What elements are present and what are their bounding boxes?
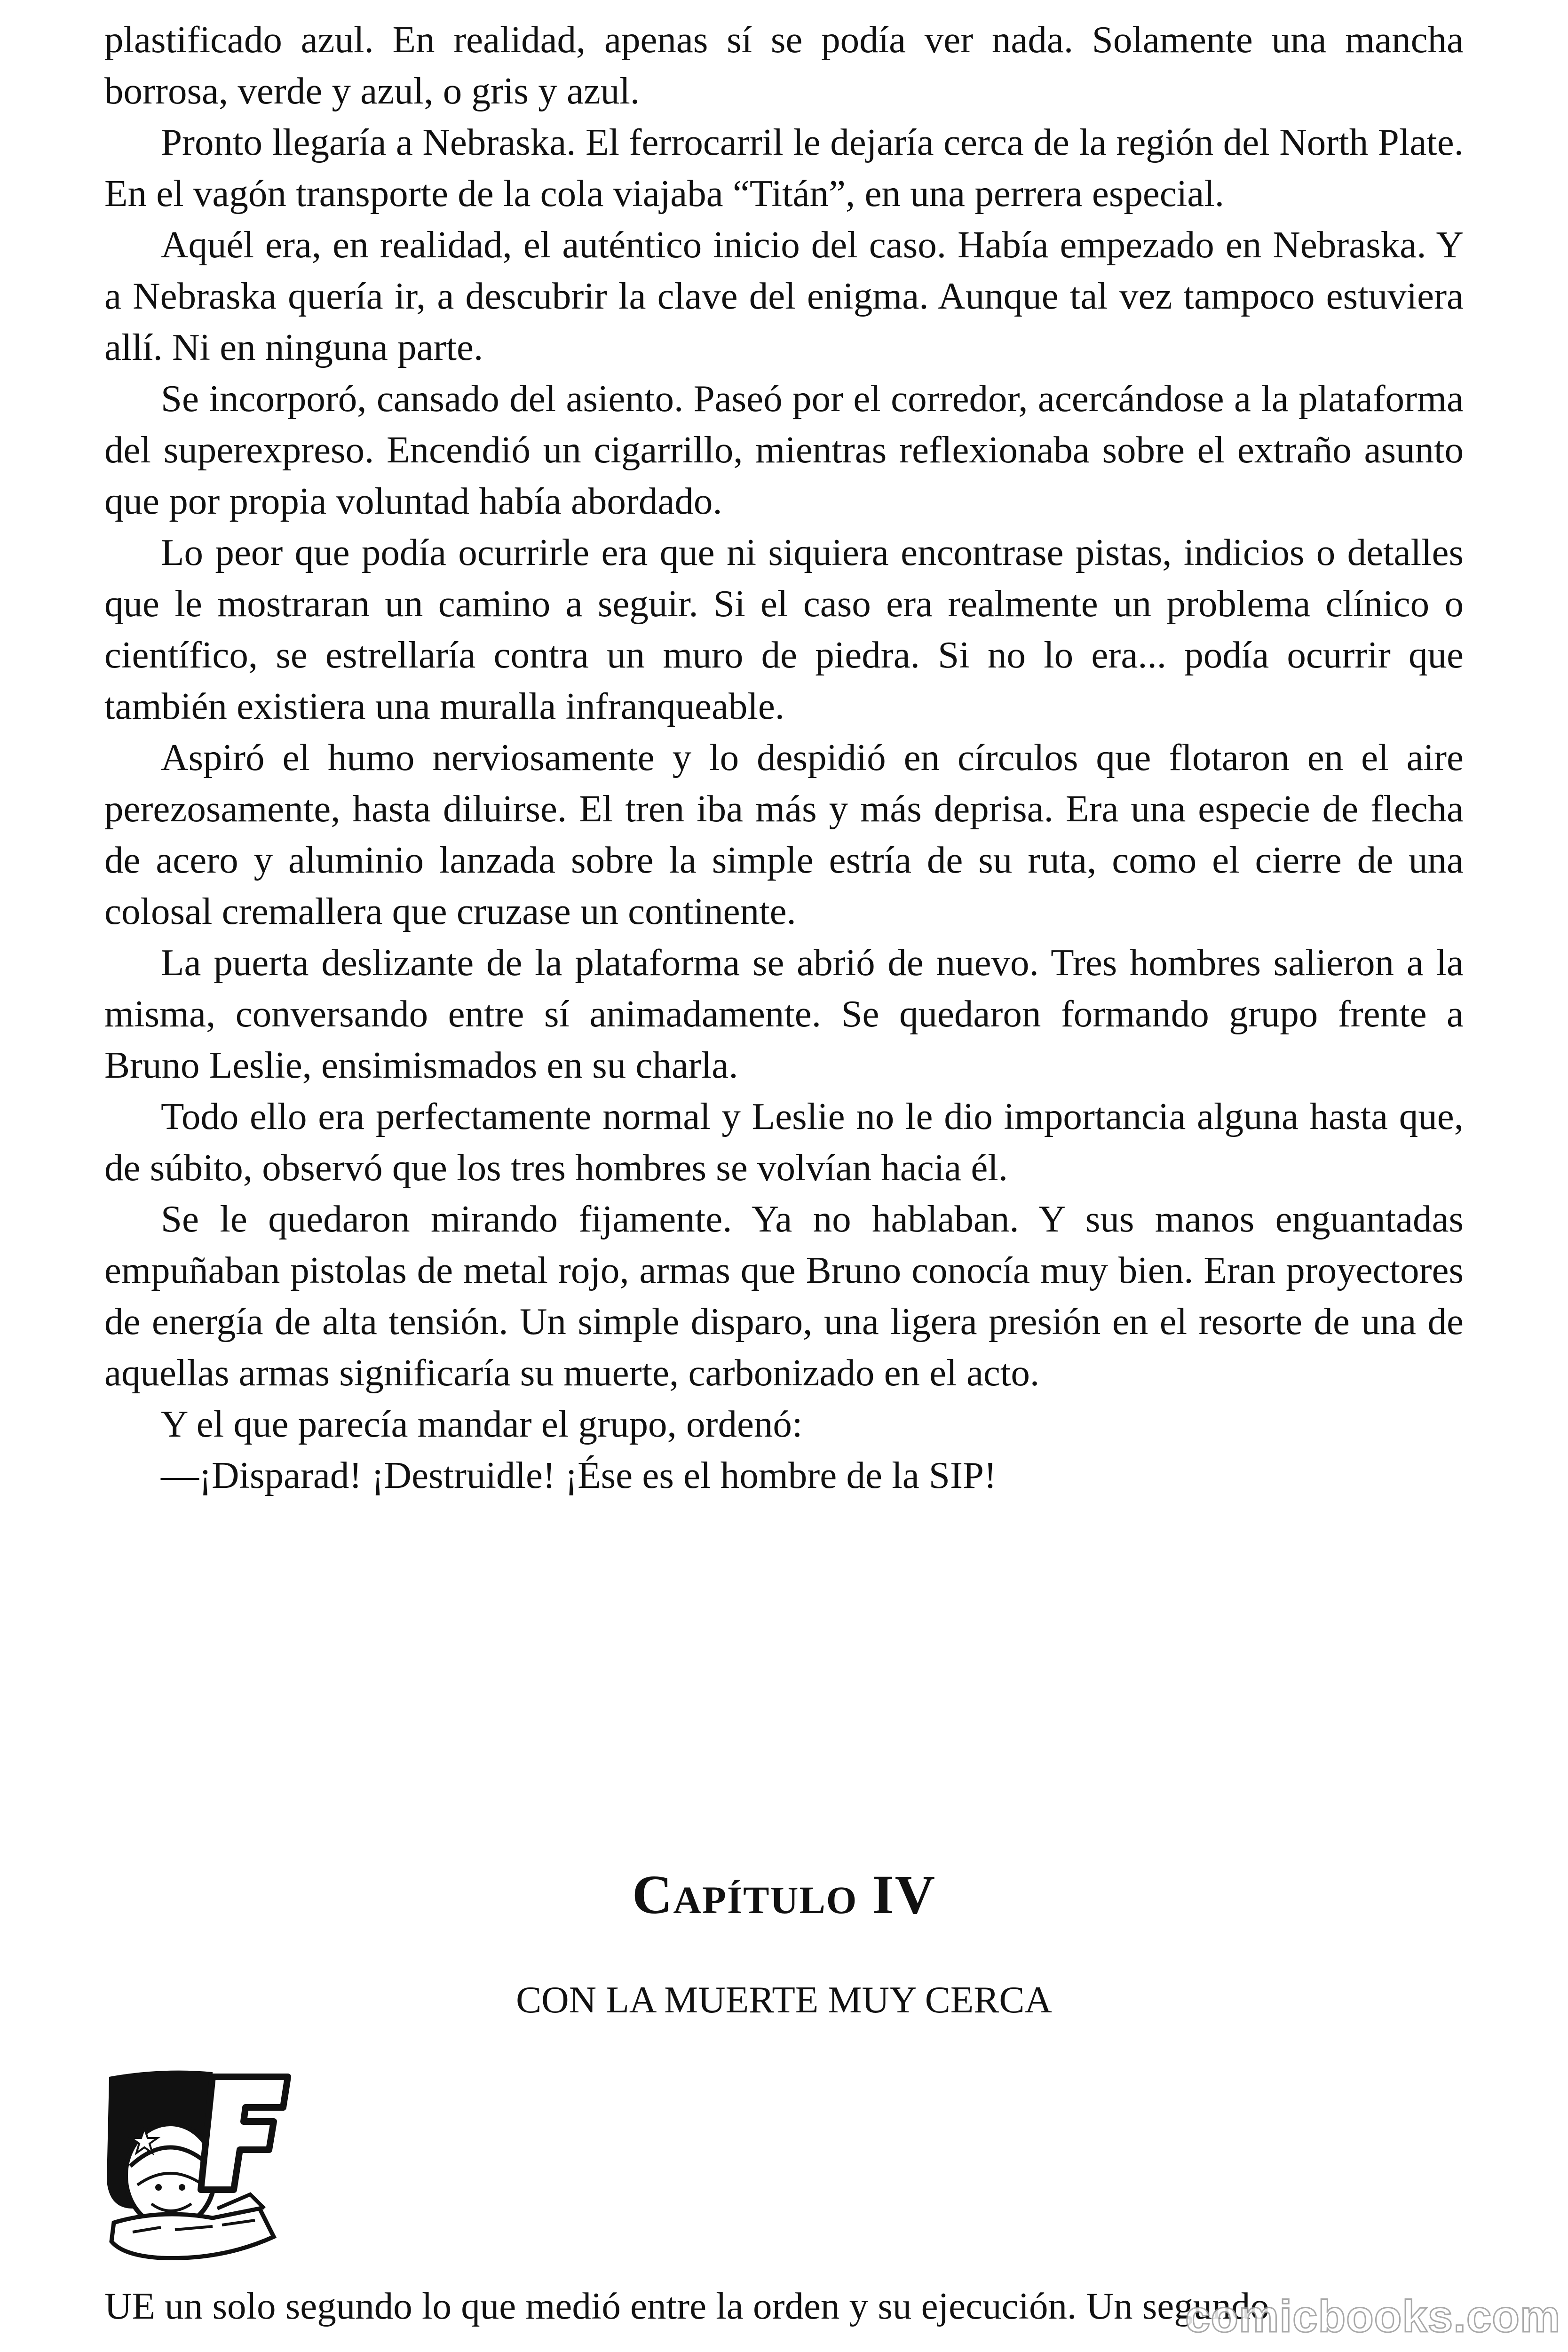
paragraph: Aquél era, en realidad, el auténtico inicio del caso. Había empezado en Nebraska. Y a Nebraska quería ir, a descubrir la clave del enigma. Aunque tal vez tampoco estuviera allí. Ni en ninguna parte. [104,223,1464,368]
dialogue-line: —¡Disparad! ¡Destruidle! ¡Ése es el hombre de la SIP! [161,1454,997,1496]
paragraph: Se le quedaron mirando fijamente. Ya no hablaban. Y sus manos enguantadas empuñaban pistolas de metal rojo, armas que Bruno conocía muy bien. Eran proyectores de energía de alta tensión. Un simple disparo, una ligera presión en el resorte de una de aquellas armas significaría su muerte, carbonizado en el acto. [104,1198,1464,1394]
watermark: comicbooks.com [1185,2291,1561,2342]
paragraph: Y el que parecía mandar el grupo, ordenó: [161,1403,803,1445]
paragraph: Se incorporó, cansado del asiento. Paseó por el corredor, acercándose a la plataforma del superexpreso. Encendió un cigarrillo, mientras reflexionaba sobre el extraño asunto que por propia voluntad había abordado. [104,377,1464,522]
paragraph: Todo ello era perfectamente normal y Leslie no le dio importancia alguna hasta que, de súbito, observó que los tres hombres se volvían hacia él. [104,1095,1464,1189]
paragraph: Pronto llegaría a Nebraska. El ferrocarril le dejaría cerca de la región del North Plate. En el vagón transporte de la cola viajaba “Titán”, en una perrera especial. [104,121,1464,215]
paragraph: La puerta deslizante de la plataforma se abrió de nuevo. Tres hombres salieron a la misma, conversando entre sí animadamente. Se quedaron formando grupo frente a Bruno Leslie, ensimismados en su charla. [104,941,1464,1086]
paragraph: plastificado azul. En realidad, apenas sí se podía ver nada. Solamente una mancha borrosa, verde y azul, o gris y azul. [104,18,1464,112]
paragraph: Lo peor que podía ocurrirle era que ni siquiera encontrase pistas, indicios o detalles que le mostraran un camino a seguir. Si el caso era realmente un problema clínico o científico, se estrellaría contra un muro de piedra. Si no lo era... podía ocurrir que también existiera una muralla infranqueable. [104,531,1464,727]
chapter-subtitle: CON LA MUERTE MUY CERCA [516,1979,1052,2021]
pilot-helmet-logo-icon [104,2067,293,2265]
body-text [104,14,1464,1501]
body-text-continuation: UE un solo segundo lo que medió entre la orden y su ejecución. Un segundo [104,2285,1269,2327]
chapter-title: Capítulo IV [632,1864,936,1925]
paragraph: Aspiró el humo nerviosamente y lo despidió en círculos que flotaron en el aire perezosamente, hasta diluirse. El tren iba más y más deprisa. Era una especie de flecha de acero y aluminio lanzada sobre la simple estría de su ruta, como el cierre de una colosal cremallera que cruzase un continente. [104,736,1464,932]
